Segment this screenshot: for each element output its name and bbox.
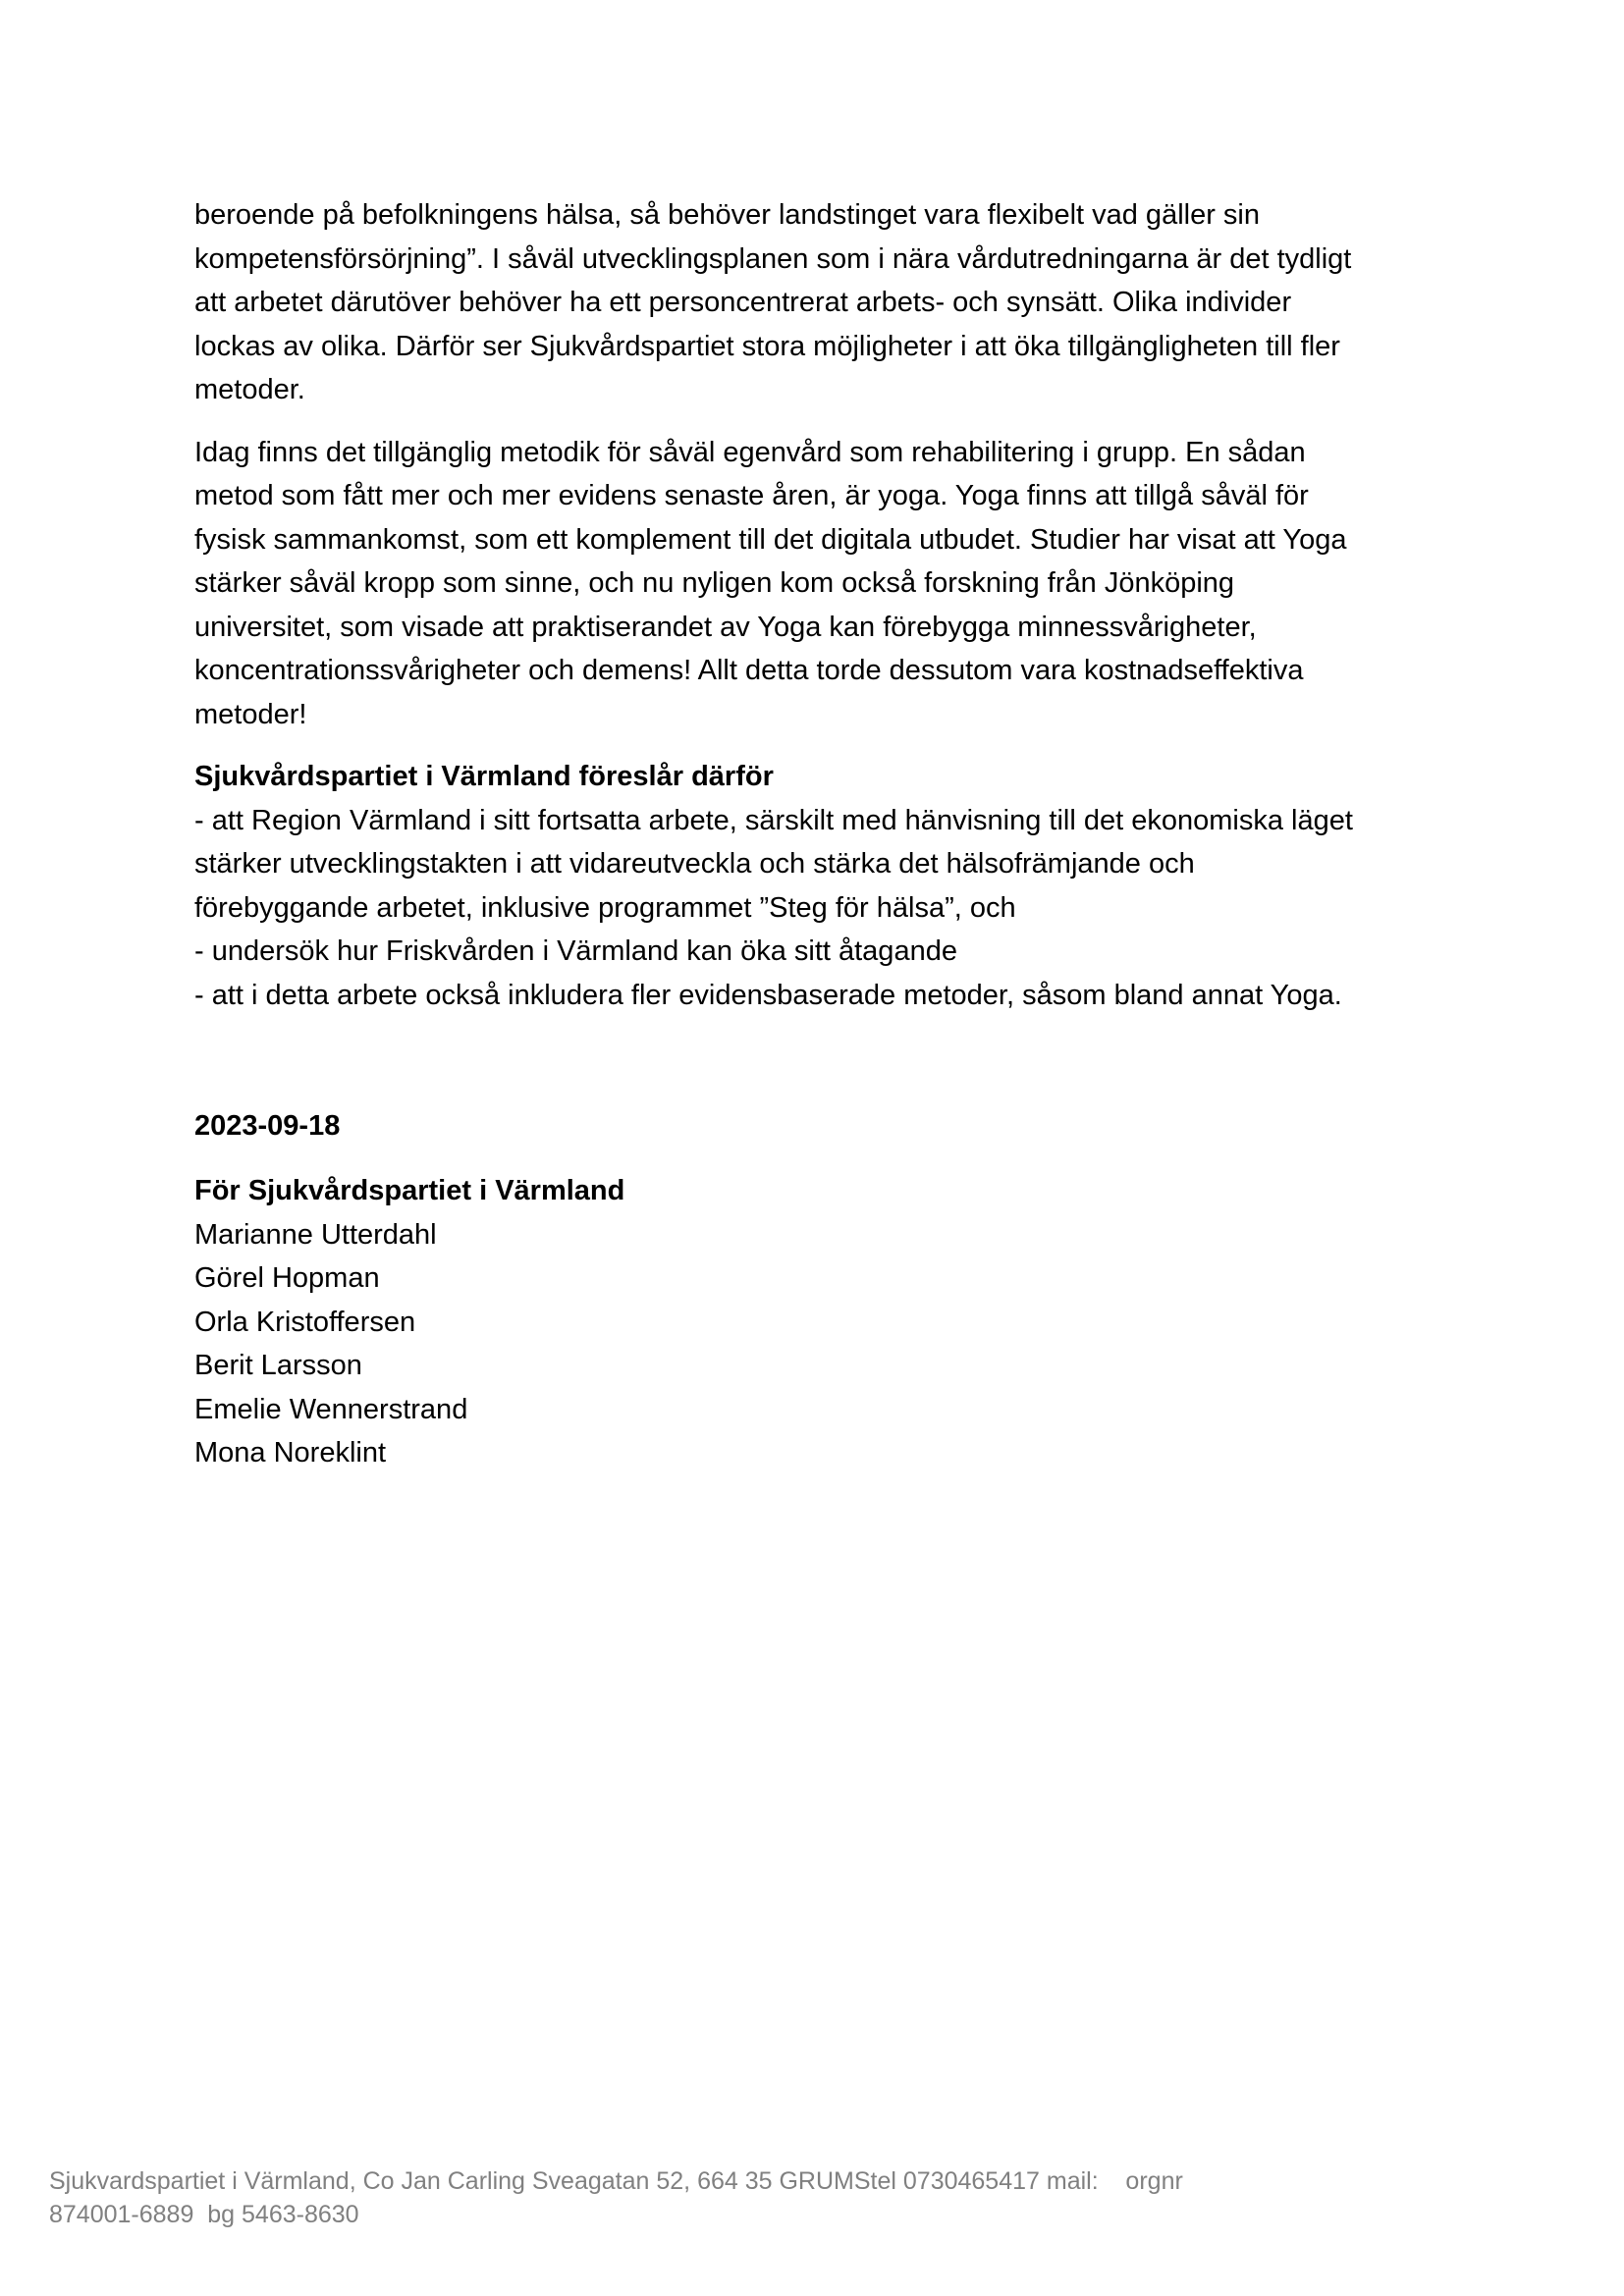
document-date: 2023-09-18 bbox=[194, 1110, 341, 1142]
text-line: metod som fått mer och mer evidens senaste åren, är yoga. Yoga finns att tillgå såväl för bbox=[194, 480, 1309, 511]
signature-block bbox=[194, 1169, 624, 1475]
text-line: beroende på befolkningens hälsa, så behöver landstinget vara flexibelt vad gäller sin bbox=[194, 199, 1260, 231]
paragraph-1 bbox=[194, 193, 1441, 412]
text-line: metoder. bbox=[194, 374, 305, 405]
signatory-name: Mona Noreklint bbox=[194, 1437, 387, 1468]
signatory-name: Berit Larsson bbox=[194, 1350, 362, 1381]
text-line: koncentrationssvårigheter och demens! Allt detta torde dessutom vara kostnadseffektiva bbox=[194, 655, 1304, 686]
proposal-line: - undersök hur Friskvården i Värmland kan öka sitt åtagande bbox=[194, 935, 957, 967]
text-line: universitet, som visade att praktiserandet av Yoga kan förebygga minnessvårigheter, bbox=[194, 611, 1257, 643]
proposal-line: - att Region Värmland i sitt fortsatta arbete, särskilt med hänvisning till det ekonomiska läget bbox=[194, 804, 1353, 836]
text-line: stärker såväl kropp som sinne, och nu nyligen kom också forskning från Jönköping bbox=[194, 567, 1235, 599]
footer-line: Sjukvardspartiet i Värmland, Co Jan Carling Sveagatan 52, 664 35 GRUMStel 0730465417 mail: orgnr bbox=[49, 2167, 1183, 2195]
signatory-name: Görel Hopman bbox=[194, 1262, 380, 1294]
signature-heading: För Sjukvårdspartiet i Värmland bbox=[194, 1175, 625, 1206]
text-line: lockas av olika. Därför ser Sjukvårdspartiet stora möjligheter i att öka tillgängligheten till fler bbox=[194, 330, 1340, 362]
footer-line: 874001-6889 bg 5463-8630 bbox=[49, 2201, 359, 2228]
page-footer bbox=[49, 2164, 1267, 2231]
text-line: metoder! bbox=[194, 698, 307, 730]
text-line: kompetensförsörjning”. I såväl utvecklingsplanen som i nära vårdutredningarna är det tydligt bbox=[194, 242, 1352, 275]
proposal-line: förebyggande arbetet, inklusive programmet ”Steg för hälsa”, och bbox=[194, 891, 1016, 924]
signatory-name: Marianne Utterdahl bbox=[194, 1218, 437, 1251]
text-line: Idag finns det tillgänglig metodik för såväl egenvård som rehabilitering i grupp. En sådan bbox=[194, 436, 1306, 468]
signatory-name: Orla Kristoffersen bbox=[194, 1306, 416, 1338]
proposal-heading: Sjukvårdspartiet i Värmland föreslår därför bbox=[194, 761, 774, 792]
proposal-line: stärker utvecklingstakten i att vidareutveckla och stärka det hälsofrämjande och bbox=[194, 848, 1195, 880]
text-line: fysisk sammankomst, som ett komplement till det digitala utbudet. Studier har visat att Yoga bbox=[194, 523, 1347, 556]
signatory-name: Emelie Wennerstrand bbox=[194, 1393, 468, 1425]
proposal-line: - att i detta arbete också inkludera fler evidensbaserade metoder, såsom bland annat Yoga. bbox=[194, 979, 1342, 1011]
proposal-section bbox=[194, 755, 1441, 1017]
text-line: att arbetet därutöver behöver ha ett personcentrerat arbets- och synsätt. Olika individer bbox=[194, 287, 1292, 318]
document-body bbox=[194, 193, 1441, 1017]
paragraph-2 bbox=[194, 431, 1441, 737]
